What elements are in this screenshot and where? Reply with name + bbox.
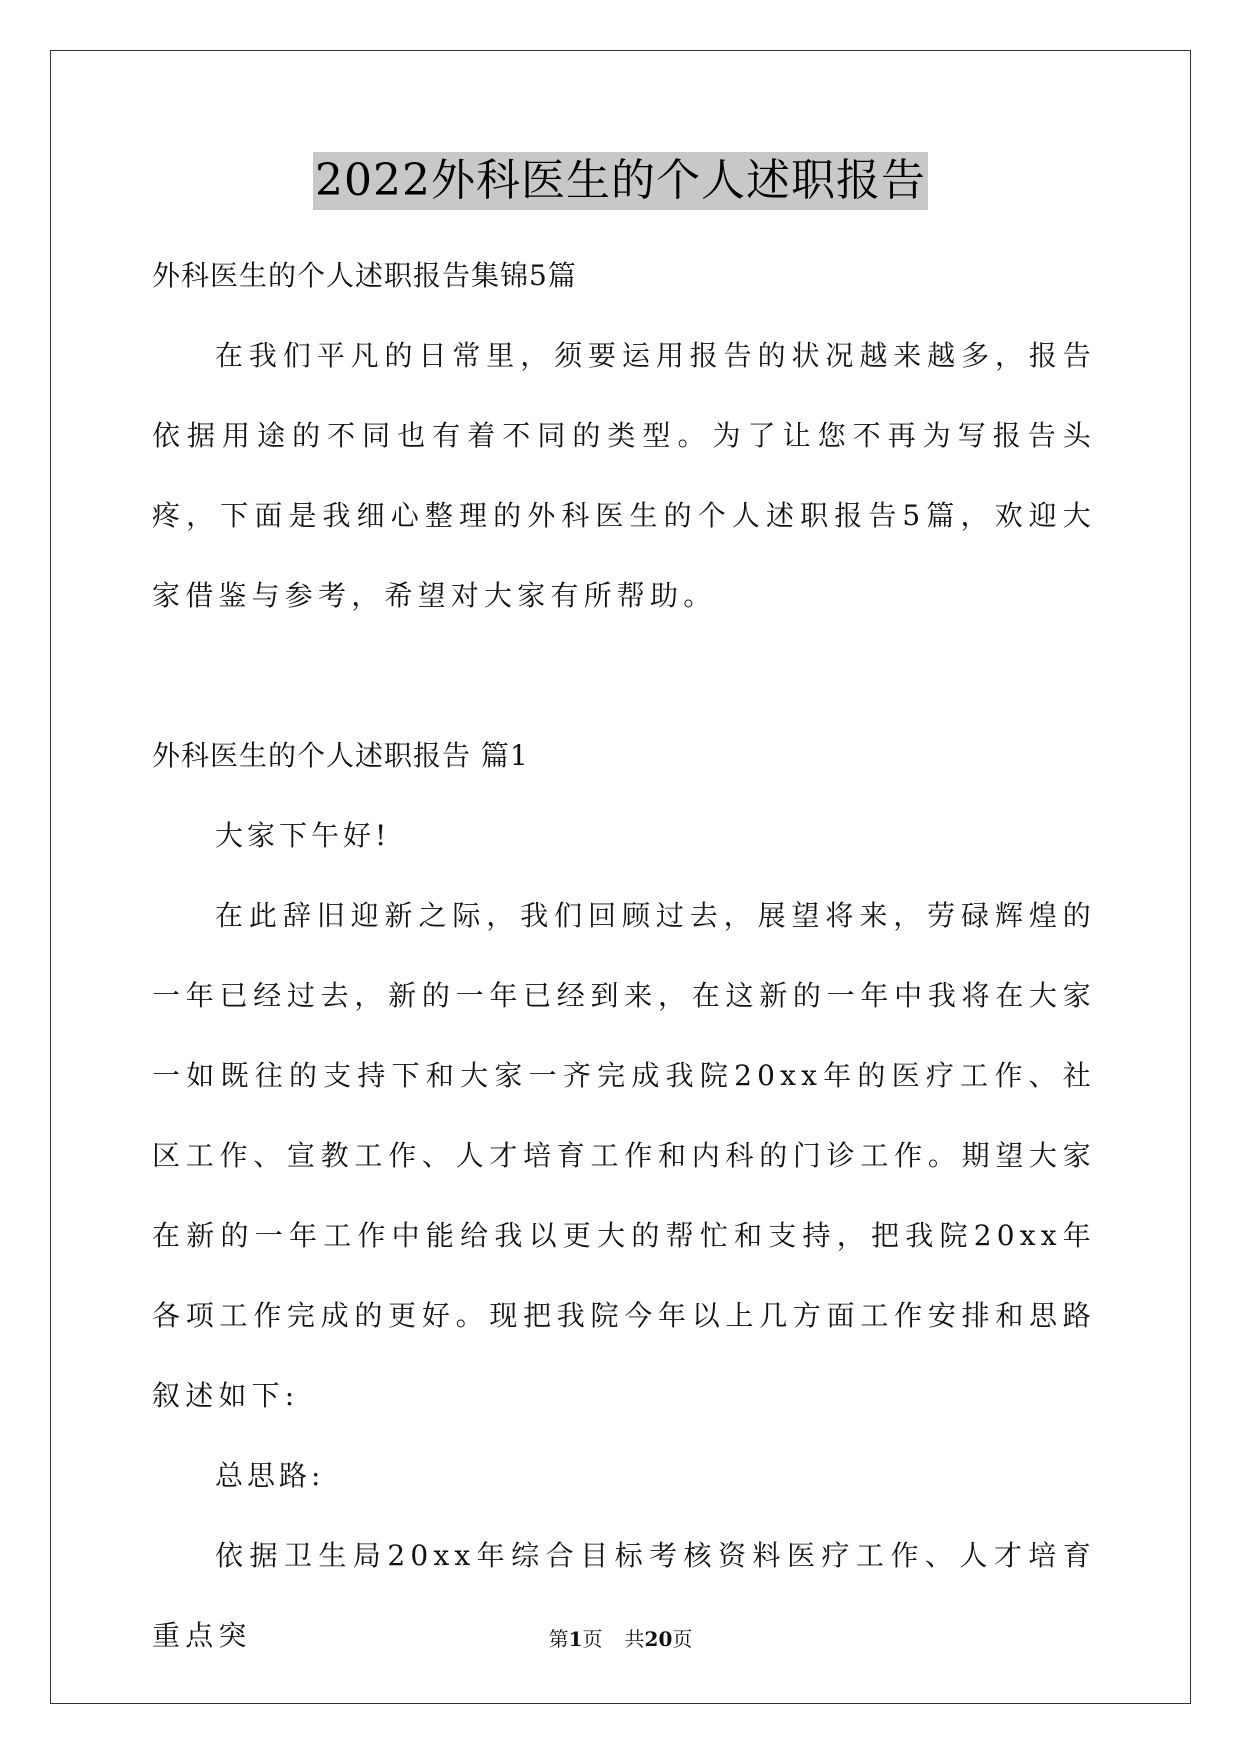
- body-paragraph-2: 依据卫生局20xx年综合目标考核资料医疗工作、人才培育重点突: [152, 1539, 1096, 1652]
- current-page-number: 1: [568, 1627, 583, 1651]
- body-paragraph-1: 在此辞旧迎新之际，我们回顾过去，展望将来，劳碌辉煌的一年已经过去，新的一年已经到来，在这新的一年中我将在大家一如既往的支持下和大家一齐完成我院20xx年的医疗工作、社区工作、宣教工作、人才培育工作和内科的门诊工作。期望大家在新的一年工作中能给我以更大的帮忙和支持，把我院20xx年各项工作完成的更好。现把我院今年以上几方面工作安排和思路叙述如下:: [152, 899, 1096, 1412]
- total-unit: 页: [672, 1627, 693, 1651]
- page-prefix: 第: [548, 1627, 569, 1651]
- paragraph-gap: [152, 636, 1096, 716]
- document-body: [152, 236, 1096, 1676]
- intro-paragraph: 在我们平凡的日常里，须要运用报告的状况越来越多，报告依据用途的不同也有着不同的类型。为了让您不再为写报告头疼，下面是我细心整理的外科医生的个人述职报告5篇，欢迎大家借鉴与参考，希望对大家有所帮助。: [152, 339, 1096, 612]
- total-prefix: 共: [624, 1627, 645, 1651]
- section-heading: 外科医生的个人述职报告 篇1: [152, 739, 529, 772]
- total-page-number: 20: [644, 1627, 673, 1651]
- title-container: [0, 152, 1241, 210]
- greeting-paragraph: 大家下午好!: [215, 819, 391, 852]
- page-footer: [0, 1626, 1241, 1652]
- page-unit: 页: [582, 1627, 603, 1651]
- subheading-paragraph: 总思路:: [215, 1459, 325, 1492]
- collection-heading: 外科医生的个人述职报告集锦5篇: [152, 259, 577, 292]
- document-title: 2022外科医生的个人述职报告: [313, 152, 928, 210]
